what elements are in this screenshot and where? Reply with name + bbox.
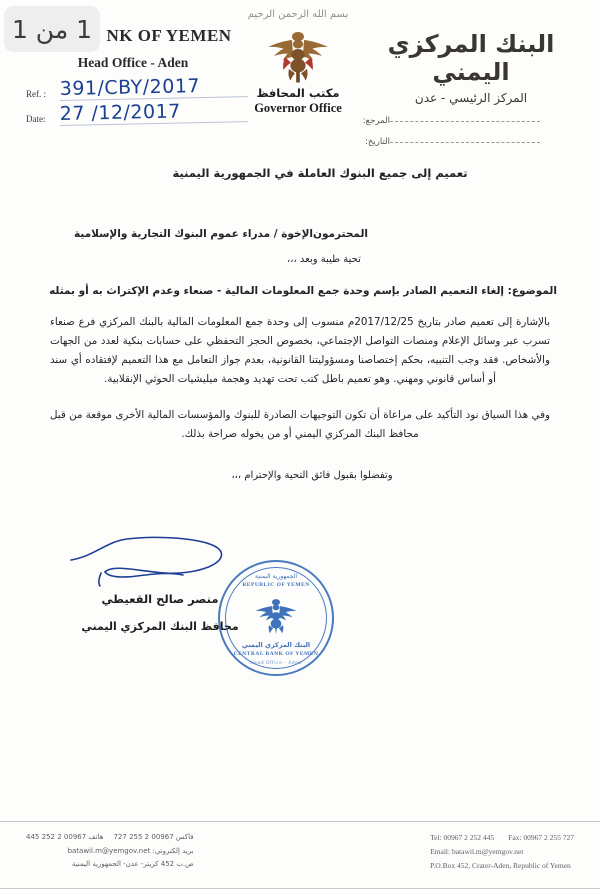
reference-field-en [18,75,248,101]
reference-field-ar [356,116,586,126]
signature-area [0,528,600,718]
reference-blank-rule [390,120,540,122]
footer-tel-ar: هاتف 00967 2 252 445 [26,833,104,841]
office-name-en: Head Office - Aden [77,55,189,70]
closing-line: وتفضلوا بقبول فائق التحية والإحترام ،،، [231,470,393,482]
date-blank-rule [390,141,540,143]
reference-label-ar: المرجع: [362,116,390,126]
governor-office-en: Governor Office [254,101,342,115]
yemen-eagle-emblem-icon [252,23,344,85]
official-stamp [218,560,334,676]
addressee-name: الإخوة / مدراء عموم البنوك التجارية والإسلامية [73,228,313,240]
circular-recipients-line: تعميم إلى جميع البنوك العاملة في الجمهورية اليمنية [172,166,468,180]
addressee-honorific: المحترمون [312,228,368,240]
subject-line [42,285,558,297]
footer-tel-fax-ar [26,831,194,845]
bank-name-ar: البنك المركزي اليمني [387,30,555,86]
footer-email-ar: بريد إلكتروني: batawil.m@yemgov.net [67,846,194,855]
subject-label: الموضوع: [507,285,557,297]
letterhead-emblem-block [238,8,358,116]
letter-body [0,158,600,481]
footer-fax-en: Fax: 00967 2 255 727 [508,833,574,842]
footer-email-en: Email: batawil.m@yemgov.net [430,846,524,856]
footer-tel-en: Tel: 00967 2 252 445 [430,833,495,842]
date-value: 27 /12/2017 [60,101,248,126]
body-paragraph-2: وفي هذا السياق نود التأكيد على مراعاة أن تكون التوجيهات الصادرة للبنوك والمؤسسات المالية الأخرى موقعة من قبل محافظ البنك المركزي اليمني أو من يخوله صراحة بذلك. [50,409,550,441]
addressee-row [42,228,558,240]
footer-contact-ar [26,831,194,888]
bank-name-en: NK OF YEMEN [106,26,232,45]
stamp-eagle-emblem-icon [245,595,307,639]
stamp-republic-en: REPUBLIC OF YEMEN [242,582,310,588]
footer-address-en: P.O.Box 452, Crater-Aden, Republic of Yemen [430,860,571,870]
signatory-name: منصر صالح القعيطي [101,592,219,606]
date-field-ar [356,137,586,147]
page-counter-badge: 1 من 1 [4,6,100,52]
reference-value: 391/CBY/2017 [60,76,248,101]
stamp-bank-en: CENTRAL BANK OF YEMEN [233,651,319,657]
letterhead-arabic [356,30,586,147]
reference-label-en: Ref. : [26,89,46,99]
footer-fax-ar: فاكس 00967 2 255 727 [113,833,194,841]
governor-office-ar: مكتب المحافظ [256,86,340,100]
date-label-en: Date: [26,114,46,124]
office-name-ar: المركز الرئيسي - عدن [414,91,528,105]
stamp-republic-ar: الجمهورية اليمنية [254,573,297,580]
footer-address-ar: ص.ب 452 كريتر- عدن- الجمهورية اليمنية [71,860,194,869]
bismillah-calligraphy: بسم الله الرحمن الرحيم [247,9,349,20]
page-footer [0,821,600,889]
stamp-office-sub: Head Office - Aden [250,661,302,666]
footer-tel-fax-en [430,831,574,845]
date-field-en [18,100,248,126]
body-paragraph-1: بالإشارة إلى تعميم صادر بتاريخ 2017/12/25م منسوب إلى وحدة جمع المعلومات المالية بالبنك المركزي فرع صنعاء تسرب عبر وسائل الإعلام ومنصات التواصل الإجتماعي، بخصوص الحجز التحفظي على حسابات بنكية لعدد من الجهات والأشخاص. فقد وجب التنبيه، بحكم إختصاصنا ومسؤوليتنا القانونية، بعدم جواز التعامل مع هذا التعميم لإفتقاده أي سند أو أساس قانوني ومهني. وهو تعميم باطل كتب تحت تهديد وهجمة ميليشيات الحوثي الإنقلابية. [50,316,550,386]
date-label-ar: التاريخ: [365,137,390,147]
footer-contact-en [430,831,574,888]
greeting-line: تحية طيبة وبعد ،،، [287,254,361,265]
stamp-bank-ar: البنك المركزي اليمني [241,641,311,649]
signatory-title: محافظ البنك المركزي اليمني [81,620,239,633]
subject-text: إلغاء التعميم الصادر بإسم وحدة جمع المعلومات المالية - صنعاء وعدم الإكتراث به أو بمثله [49,285,505,297]
